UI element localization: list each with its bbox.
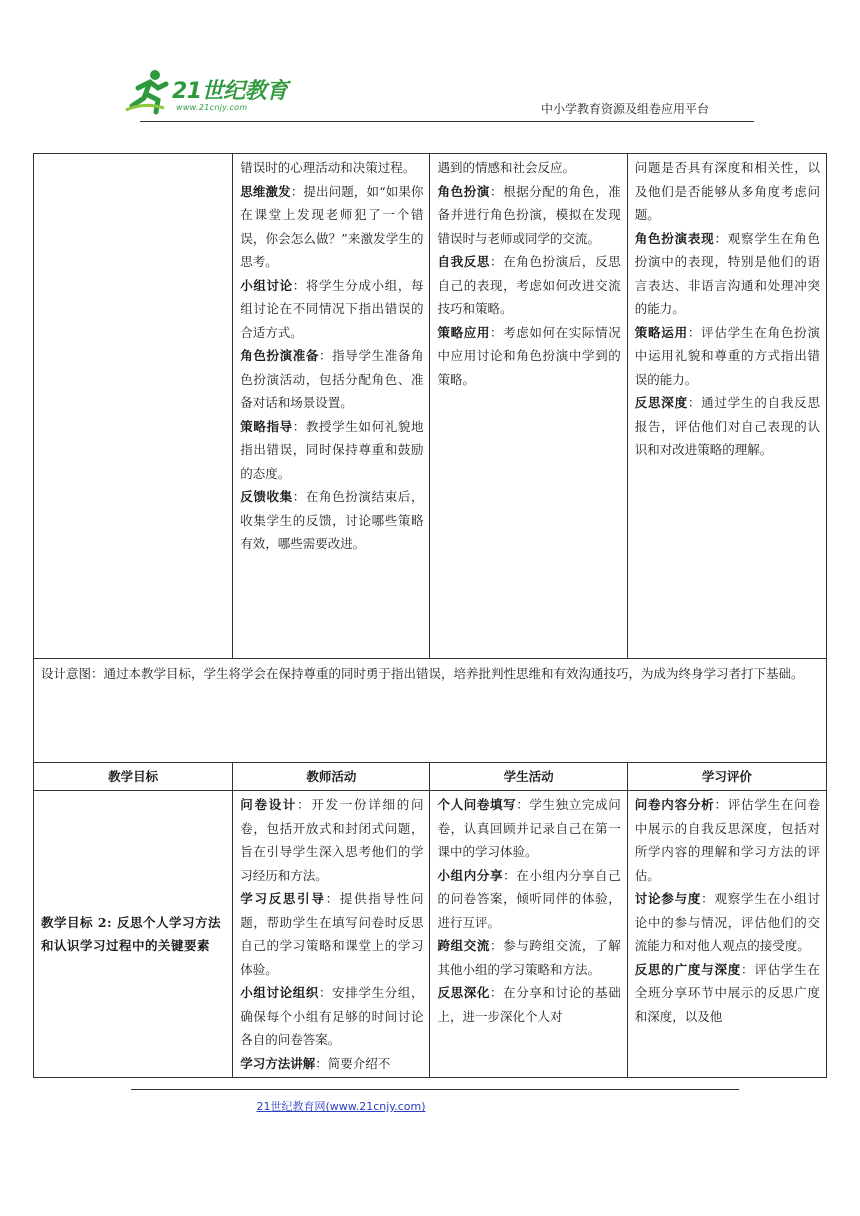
design-intent: 设计意图：通过本教学目标，学生将学会在保持尊重的同时勇于指出错误，培养批判性思维和有效沟通技巧，为成为终身学习者打下基础。: [34, 659, 827, 763]
table-row: [34, 659, 827, 763]
student-activity-cell: [430, 154, 627, 659]
teaching-goal: 教学目标 2: 反思个人学习方法和认识学习过程中的关键要素: [34, 791, 233, 1078]
column-header: 学生活动: [430, 763, 627, 791]
activity-paragraph: 小组讨论：将学生分成小组，每组讨论在不同情况下指出错误的合适方式。: [240, 277, 424, 340]
activity-paragraph: 策略指导：教授学生如何礼貌地指出错误，同时保持尊重和鼓励的态度。: [240, 418, 424, 481]
activity-paragraph: 自我反思：在角色扮演后，反思自己的表现，考虑如何改进交流技巧和策略。: [437, 254, 621, 316]
activity-paragraph: 小组讨论组织：安排学生分组，确保每个小组有足够的时间讨论各自的问卷答案。: [240, 985, 424, 1047]
logo-url: www.21cnjy.com: [176, 103, 248, 112]
evaluation-paragraph: 问题是否具有深度和相关性，以及他们是否能够从多角度考虑问题。: [634, 160, 820, 222]
footer-divider: [131, 1089, 739, 1090]
evaluation-paragraph: 反思深度：通过学生的自我反思报告，评估他们对自己表现的认识和对改进策略的理解。: [634, 395, 820, 457]
teacher-activity-cell: [233, 154, 430, 659]
footer-site-link[interactable]: 21世纪教育网(www.21cnjy.com): [256, 1100, 426, 1113]
activity-paragraph: 错误时的心理活动和决策过程。: [240, 160, 416, 175]
table-header-row: [34, 763, 827, 791]
evaluation-cell: [627, 154, 826, 659]
lesson-plan-table: [33, 153, 827, 1078]
activity-paragraph: 问卷设计：开发一份详细的问卷，包括开放式和封闭式问题，旨在引导学生深入思考他们的学习经历和方法。: [240, 797, 424, 883]
header-divider: [140, 121, 754, 122]
activity-paragraph: 反思深化：在分享和讨论的基础上，进一步深化个人对: [437, 985, 621, 1024]
table-row: [34, 791, 827, 1078]
activity-paragraph: 遇到的情感和社会反应。: [437, 160, 575, 175]
activity-paragraph: 角色扮演：根据分配的角色，准备并进行角色扮演，模拟在发现错误时与老师或同学的交流。: [437, 183, 621, 246]
evaluation-cell: [627, 791, 826, 1078]
evaluation-paragraph: 策略运用：评估学生在角色扮演中运用礼貌和尊重的方式指出错误的能力。: [634, 324, 820, 387]
activity-paragraph: 思维激发：提出问题，如“如果你在课堂上发现老师犯了一个错误，你会怎么做？”来激发学生的思考。: [240, 183, 424, 269]
activity-paragraph: 策略应用：考虑如何在实际情况中应用讨论和角色扮演中学到的策略。: [437, 324, 621, 387]
column-header: 教学目标: [34, 763, 233, 791]
logo-title: 21世纪教育: [172, 79, 288, 104]
activity-paragraph: 角色扮演准备：指导学生准备角色扮演活动，包括分配角色、准备对话和场景设置。: [240, 348, 424, 410]
activity-paragraph: 学习方法讲解：简要介绍不: [240, 1055, 391, 1071]
column-header: 学习评价: [627, 763, 826, 791]
activity-paragraph: 小组内分享：在小组内分享自己的问卷答案，倾听同伴的体验，进行互评。: [437, 867, 621, 930]
teacher-activity-cell: [233, 791, 430, 1078]
activity-paragraph: 个人问卷填写：学生独立完成问卷，认真回顾并记录自己在第一课中的学习体验。: [437, 797, 621, 859]
page-header: [0, 0, 860, 130]
goal-cell-empty: [34, 154, 233, 659]
evaluation-paragraph: 讨论参与度：观察学生在小组讨论中的参与情况，评估他们的交流能力和对他人观点的接受度。: [634, 891, 820, 953]
evaluation-paragraph: 角色扮演表现：观察学生在角色扮演中的表现，特别是他们的语言表达、非语言沟通和处理冲突的能力。: [634, 230, 820, 316]
table-row: [34, 154, 827, 659]
platform-title: 中小学教育资源及组卷应用平台: [541, 102, 710, 116]
activity-paragraph: 学习反思引导：提供指导性问题，帮助学生在填写问卷时反思自己的学习策略和课堂上的学习体验。: [240, 891, 424, 977]
activity-paragraph: 反馈收集：在角色扮演结束后，收集学生的反馈，讨论哪些策略有效，哪些需要改进。: [240, 489, 424, 551]
activity-paragraph: 跨组交流：参与跨组交流，了解其他小组的学习策略和方法。: [437, 938, 621, 977]
student-activity-cell: [430, 791, 627, 1078]
evaluation-paragraph: 问卷内容分析：评估学生在问卷中展示的自我反思深度，包括对所学内容的理解和学习方法的评估。: [634, 797, 820, 883]
column-header: 教师活动: [233, 763, 430, 791]
evaluation-paragraph: 反思的广度与深度：评估学生在全班分享环节中展示的反思广度和深度，以及他: [634, 961, 820, 1024]
